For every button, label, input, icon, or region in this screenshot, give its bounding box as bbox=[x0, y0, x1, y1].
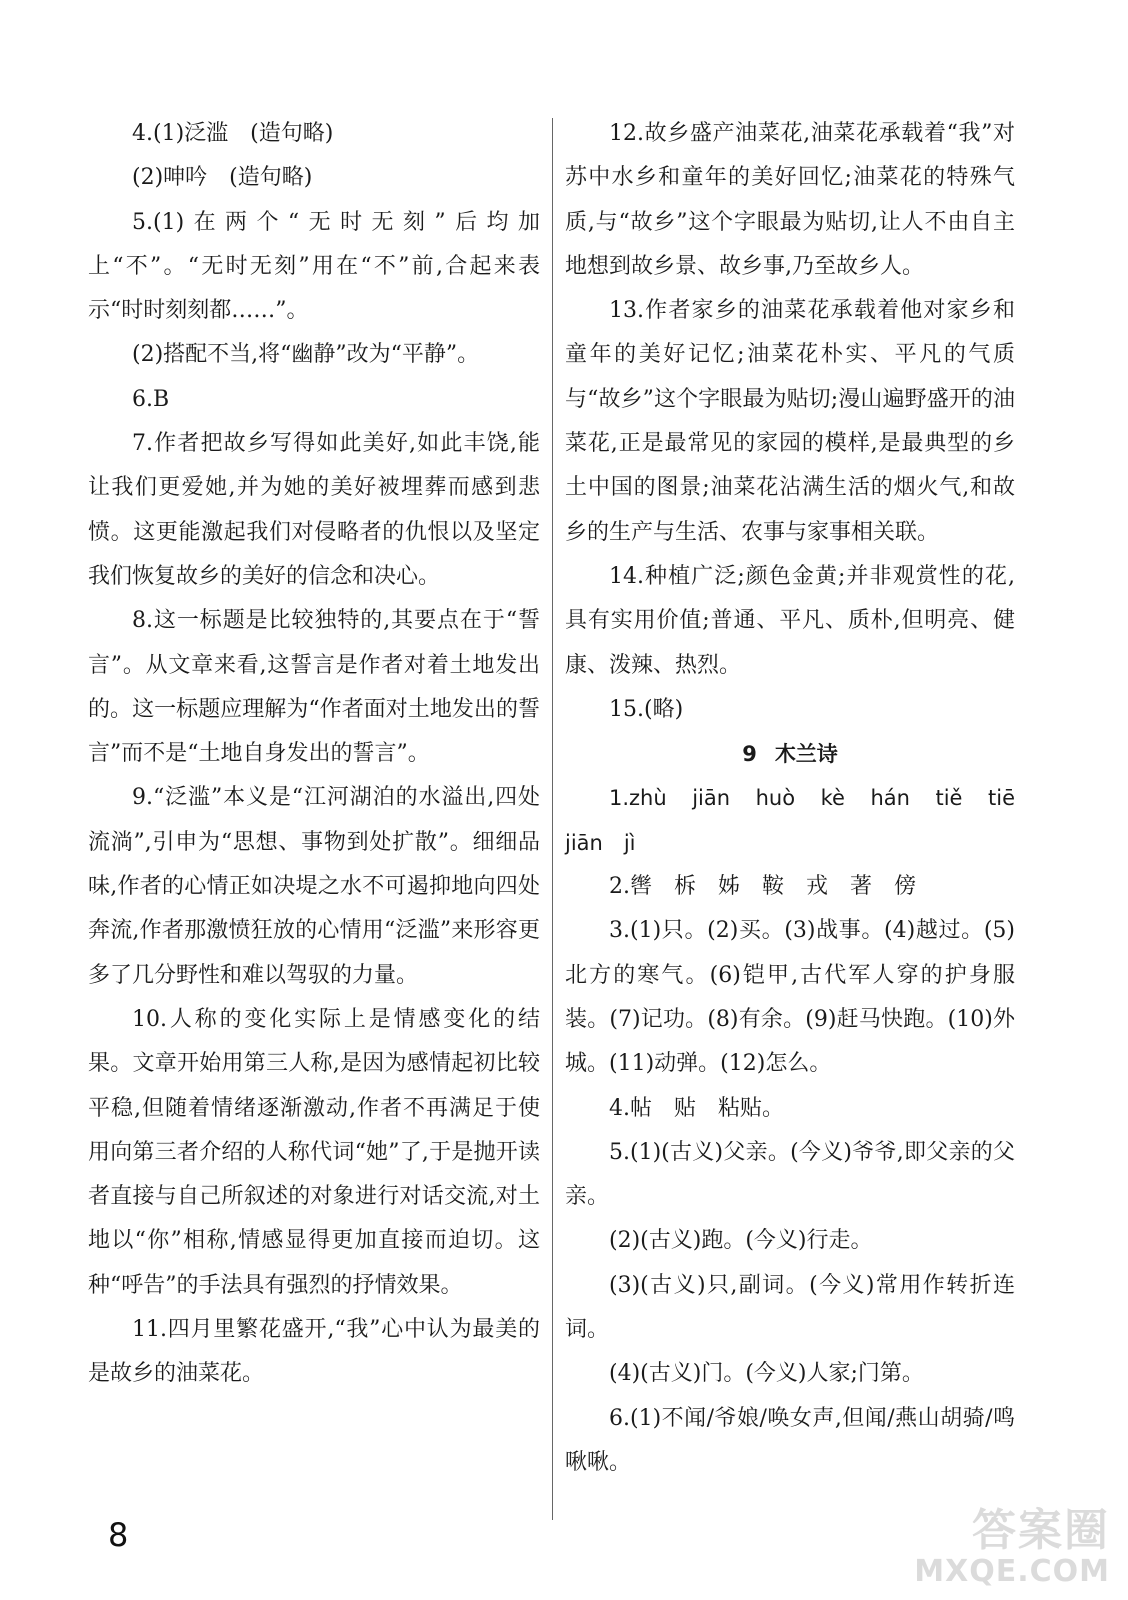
left-column bbox=[88, 112, 540, 1397]
answer-4-2: (2)呻吟 (造句略) bbox=[132, 165, 313, 191]
answer-m4: 4.帖 贴 粘贴。 bbox=[609, 1095, 784, 1121]
watermark bbox=[910, 1506, 1110, 1592]
answer-7: 7.作者把故乡写得如此美好,如此丰饶,能让我们更爱她,并为她的美好被埋葬而感到悲愤。这更能激起我们对侵略者的仇恨以及坚定我们恢复故乡的美好的信念和决心。 bbox=[88, 431, 540, 589]
answer-m5-1: 5.(1)(古义)父亲。(今义)爷爷,即父亲的父亲。 bbox=[565, 1139, 1015, 1210]
section-heading bbox=[565, 732, 1015, 776]
pinyin-block bbox=[565, 776, 1036, 865]
answer-11: 11.四月里繁花盛开,“我”心中认为最美的是故乡的油菜花。 bbox=[88, 1317, 540, 1387]
answer-5-2: (2)搭配不当,将“幽静”改为“平静”。 bbox=[132, 342, 480, 368]
page-number: 8 bbox=[108, 1516, 129, 1554]
section-number: 9 bbox=[742, 742, 757, 767]
answer-12: 12.故乡盛产油菜花,油菜花承载着“我”对苏中水乡和童年的美好回忆;油菜花的特殊气质,与“故乡”这个字眼最为贴切,让人不由自主地想到故乡景、故乡事,乃至故乡人。 bbox=[565, 121, 1015, 279]
answer-13: 13.作者家乡的油菜花承载着他对家乡和童年的美好记忆;油菜花朴实、平凡的气质与“故乡”这个字眼最为贴切;漫山遍野盛开的油菜花,正是最常见的家园的模样,是最典型的乡土中国的图景;油菜花沾满生活的烟火气,和故乡的生产与生活、农事与家事相关联。 bbox=[565, 298, 1015, 545]
column-divider bbox=[552, 118, 553, 1520]
right-column bbox=[565, 112, 1036, 1485]
answer-4-1: 4.(1)泛滥 (造句略) bbox=[132, 121, 334, 146]
answer-8: 8.这一标题是比较独特的,其要点在于“誓言”。从文章来看,这誓言是作者对着土地发出的。这一标题应理解为“作者面对土地发出的誓言”而不是“土地自身发出的誓言”。 bbox=[88, 608, 540, 767]
answer-m6-1: 6.(1)不闻/爷娘/唤女声,但闻/燕山胡骑/鸣啾啾。 bbox=[565, 1405, 1015, 1475]
answer-9: 9.“泛滥”本义是“江河湖泊的水溢出,四处流淌”,引申为“思想、事物到处扩散”。细细品味,作者的心情正如决堤之水不可遏抑地向四处奔流,作者那激愤狂放的心情用“泛滥”来形容更多了几分野性和难以驾驭的力量。 bbox=[88, 785, 540, 988]
answer-m5-4: (4)(古义)门。(今义)人家;门第。 bbox=[609, 1361, 924, 1387]
answer-6: 6.B bbox=[132, 386, 170, 412]
answer-14: 14.种植广泛;颜色金黄;并非观赏性的花,具有实用价值;普通、平凡、质朴,但明亮、健康、泼辣、热烈。 bbox=[565, 563, 1015, 678]
section-title: 木兰诗 bbox=[774, 742, 838, 767]
answer-m5-2: (2)(古义)跑。(今义)行走。 bbox=[609, 1228, 873, 1254]
answer-15: 15.(略) bbox=[609, 696, 684, 722]
answer-m3: 3.(1)只。(2)买。(3)战事。(4)越过。(5)北方的寒气。(6)铠甲,古代军人穿的护身服装。(7)记功。(8)有余。(9)赶马快跑。(10)外城。(11)动弹。(12)怎么。 bbox=[565, 918, 1015, 1077]
answer-m2: 2.辔 柝 姊 鞍 戎 著 傍 bbox=[609, 874, 916, 900]
watermark-logo: 答案圈 bbox=[972, 1505, 1110, 1556]
answer-pinyin: 1.zhù jiān huò kè hán tiě tiē jiān jì bbox=[565, 786, 1036, 855]
answer-10: 10.人称的变化实际上是情感变化的结果。文章开始用第三人称,是因为感情起初比较平稳,但随着情绪逐渐激动,作者不再满足于使用向第三者介绍的人称代词“她”了,于是抛开读者直接与自己所叙述的对象进行对话交流,对土地以“你”相称,情感显得更加直接而迫切。这种“呼告”的手法具有强烈的抒情效果。 bbox=[88, 1006, 540, 1298]
answer-5-1: 5.(1)在两个“无时无刻”后均加上“不”。“无时无刻”用在“不”前,合起来表示“时时刻刻都……”。 bbox=[88, 209, 540, 324]
answer-m5-3: (3)(古义)只,副词。(今义)常用作转折连词。 bbox=[565, 1272, 1015, 1343]
watermark-url: MXQE.COM bbox=[914, 1554, 1110, 1589]
